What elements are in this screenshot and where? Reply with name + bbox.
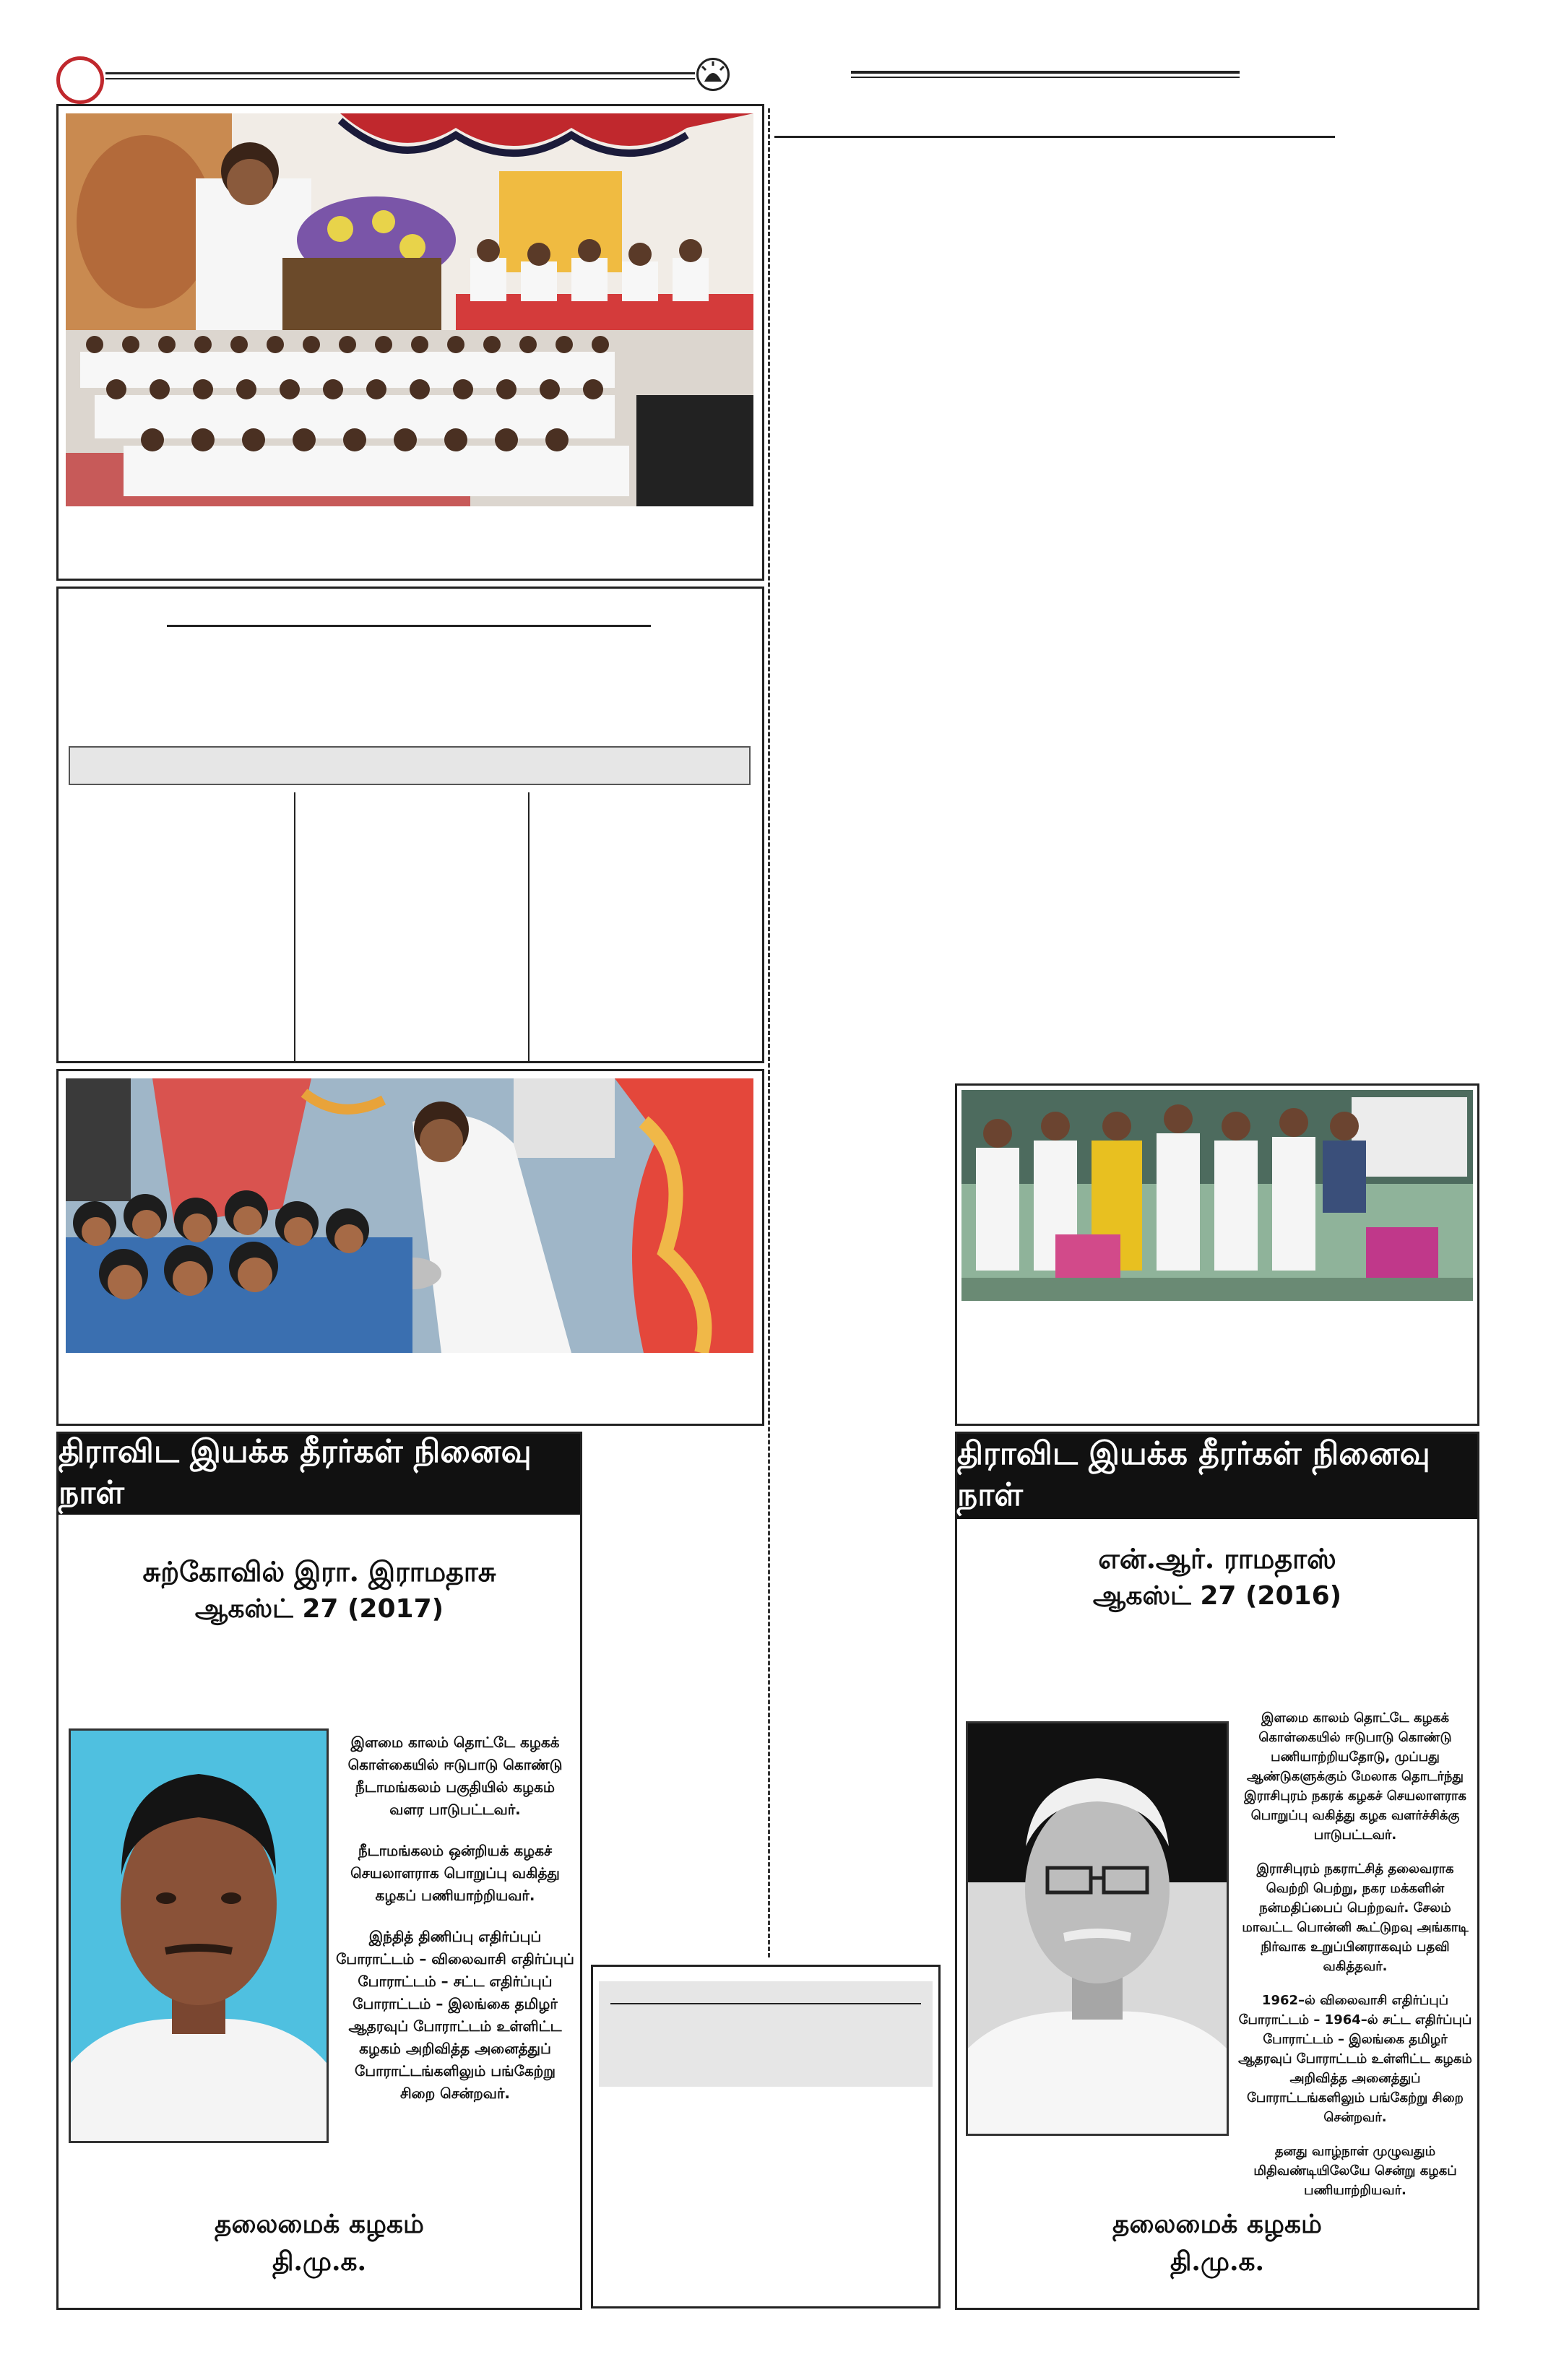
portrait-photo bbox=[69, 1728, 329, 2143]
memorial-signature bbox=[59, 2205, 580, 2280]
table-column-divider-2 bbox=[528, 792, 530, 1061]
group-photo-box bbox=[955, 1083, 1479, 1426]
memorial-header: திராவிட இயக்க தீரர்கள் நினைவு நாள் bbox=[59, 1434, 580, 1515]
table-header-bar bbox=[69, 746, 751, 785]
memorial-date: ஆகஸ்ட் 27 (2016) bbox=[1092, 1581, 1342, 1611]
masthead-logo-ring bbox=[56, 56, 104, 104]
memorial-date: ஆகஸ்ட் 27 (2017) bbox=[194, 1594, 444, 1624]
table-title-rule bbox=[167, 625, 651, 627]
right-heading-rule bbox=[851, 71, 1240, 74]
center-box-rule bbox=[610, 2003, 921, 2004]
bio-paragraph: இளமை காலம் தொட்டே கழகக் கொள்கையில் ஈடுபாடு கொண்டு நீடாமங்கலம் பகுதியில் கழகம் வளர பாடுபட்டவர். bbox=[347, 1734, 563, 1818]
masthead-rule-2 bbox=[105, 78, 695, 79]
memorial-name: என்.ஆர். ராமதாஸ் bbox=[1098, 1542, 1336, 1575]
school-meal-photo bbox=[66, 1078, 753, 1353]
table-box bbox=[56, 587, 764, 1063]
center-small-box bbox=[591, 1965, 941, 2308]
masthead-rule bbox=[105, 72, 695, 74]
bio-paragraph: இந்தித் திணிப்பு எதிர்ப்புப் போராட்டம் – விலைவாசி எதிர்ப்புப் போராட்டம் – சட்ட எதிர்ப்புப் போராட்டம் – இலங்கை தமிழர் ஆதரவுப் போராட்டம் உள்ளிட்ட கழகம் அறிவித்த அனைத்துப் போராட்டங்களிலும் பங்கேற்று சிறை சென்றவர். bbox=[336, 1928, 574, 2102]
memorial-box-left bbox=[56, 1432, 582, 2310]
memorial-name: சுற்கோவில் இரா. இராமதாசு bbox=[142, 1555, 496, 1588]
memorial-header: திராவிட இயக்க தீரர்கள் நினைவு நாள் bbox=[957, 1434, 1477, 1519]
bio-paragraph: இளமை காலம் தொட்டே கழகக் கொள்கையில் ஈடுபாடு கொண்டு பணியாற்றியதோடு, முப்பது ஆண்டுகளுக்கும் மேலாக தொடர்ந்து இராசிபுரம் நகரக் கழகச் செயலாளராக பொறுப்பு வகித்து கழக வளர்ச்சிக்கு பாடுபட்டவர். bbox=[1244, 1710, 1466, 1843]
signature-line: தி.மு.க. bbox=[272, 2246, 367, 2277]
memorial-bio bbox=[336, 1731, 574, 2124]
signature-line: தலைமைக் கழகம் bbox=[1112, 2209, 1322, 2239]
group-meal-photo bbox=[961, 1090, 1473, 1301]
bio-paragraph: 1962–ல் விலைவாசி எதிர்ப்புப் போராட்டம் – 1964–ல் சட்ட எதிர்ப்புப் போராட்டம் – இலங்கை தமிழர் ஆதரவுப் போராட்டம் உள்ளிட்ட கழகம் அறிவித்த அனைத்துப் போராட்டங்களிலும் பங்கேற்று சிறை சென்றவர். bbox=[1238, 1993, 1472, 2125]
signature-line: தலைமைக் கழகம் bbox=[215, 2209, 424, 2239]
column-divider bbox=[768, 108, 770, 1957]
meeting-photo bbox=[66, 113, 753, 506]
photo-story-box bbox=[56, 104, 764, 581]
memorial-box-right bbox=[955, 1432, 1479, 2310]
memorial-signature bbox=[957, 2205, 1477, 2280]
right-heading-rule-2 bbox=[851, 77, 1240, 78]
meal-photo-box bbox=[56, 1069, 764, 1426]
right-column-rule bbox=[774, 136, 1335, 138]
center-box-panel bbox=[599, 1981, 933, 2087]
portrait-photo bbox=[966, 1721, 1229, 2136]
bio-paragraph: தனது வாழ்நாள் முழுவதும் மிதிவண்டியிலேயே சென்று கழகப் பணியாற்றியவர். bbox=[1253, 2144, 1457, 2198]
memorial-bio bbox=[1236, 1708, 1474, 2200]
rising-sun-icon bbox=[696, 58, 730, 91]
bio-paragraph: நீடாமங்கலம் ஒன்றியக் கழகச் செயலாளராக பொறுப்பு வகித்து கழகப் பணியாற்றியவர். bbox=[350, 1842, 560, 1904]
bio-paragraph: இராசிபுரம் நகராட்சித் தலைவராக வெற்றி பெற்று, நகர மக்களின் நன்மதிப்பைப் பெற்றவர். சேலம் மாவட்ட பொன்னி கூட்டுறவு அங்காடி நிர்வாக உறுப்பினராகவும் பதவி வகித்தவர். bbox=[1242, 1861, 1469, 1974]
signature-line: தி.மு.க. bbox=[1170, 2246, 1265, 2277]
table-column-divider-1 bbox=[294, 792, 295, 1061]
